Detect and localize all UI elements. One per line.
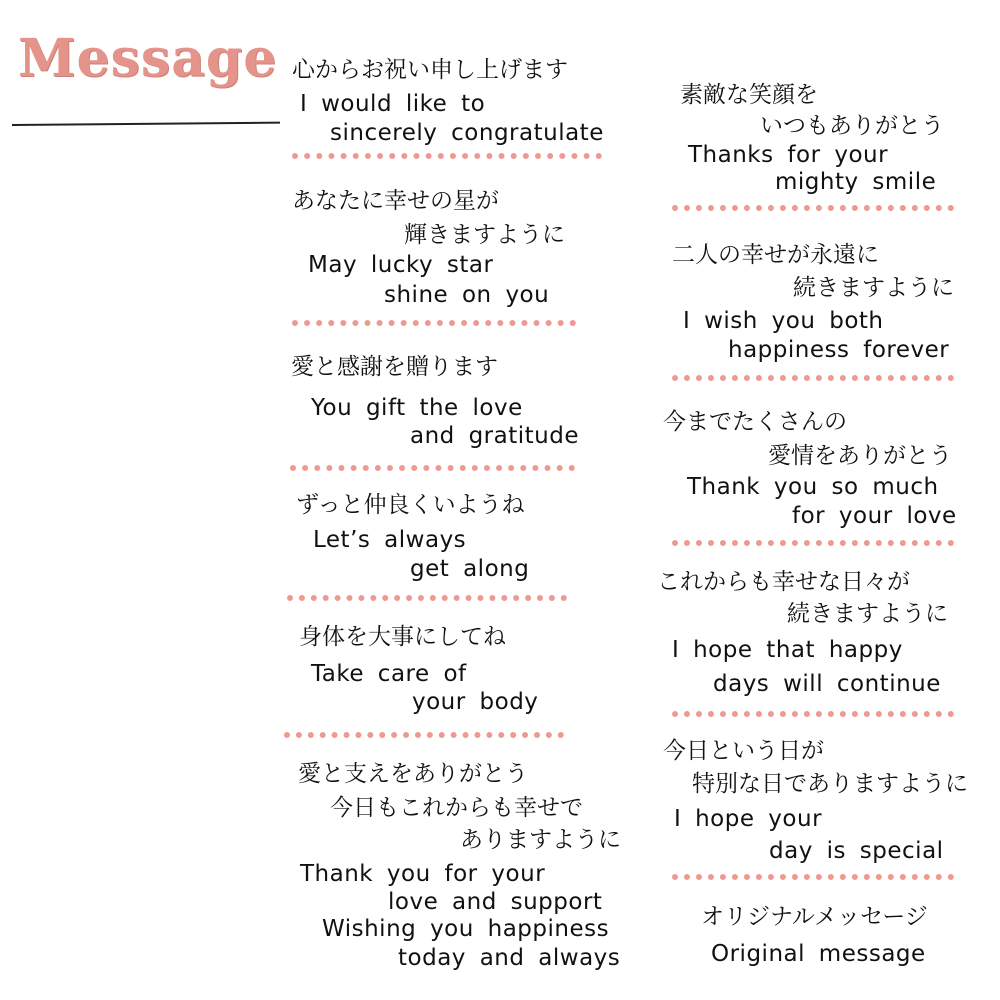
page-title: Message xyxy=(18,28,278,89)
jp-line: 今までたくさんの xyxy=(663,409,847,435)
en-line: Thanks for your xyxy=(688,142,889,168)
jp-line: 今日という日が xyxy=(663,738,824,764)
dotted-divider xyxy=(672,205,954,211)
dotted-divider xyxy=(672,711,954,717)
en-line: get along xyxy=(410,556,530,582)
en-line: days will continue xyxy=(713,671,941,697)
en-line: sincerely congratulate xyxy=(330,120,604,146)
en-line: Original message xyxy=(711,941,926,967)
en-line: I hope that happy xyxy=(672,637,903,663)
jp-line: いつもありがとう xyxy=(760,113,944,139)
en-line: I wish you both xyxy=(683,308,884,334)
en-line: shine on you xyxy=(384,282,550,308)
en-line: I hope your xyxy=(674,806,823,832)
jp-line: これからも幸せな日々が xyxy=(657,569,910,595)
en-line: Let’s always xyxy=(313,527,467,553)
en-line: your body xyxy=(412,689,539,715)
jp-line: 特別な日でありますように xyxy=(692,771,968,797)
jp-line: 愛と感謝を贈ります xyxy=(291,354,498,380)
dotted-divider xyxy=(672,540,954,546)
en-line: Thank you so much xyxy=(687,474,939,500)
dotted-divider xyxy=(292,153,602,159)
en-line: Thank you for your xyxy=(300,861,546,887)
jp-line: ずっと仲良くいようね xyxy=(296,492,525,518)
dotted-divider xyxy=(290,465,575,471)
jp-line: 身体を大事にしてね xyxy=(299,624,506,650)
jp-line: 続きますように xyxy=(793,275,954,301)
jp-line: あなたに幸せの星が xyxy=(292,188,499,214)
en-line: for your love xyxy=(792,503,957,529)
jp-line: 素敵な笑顔を xyxy=(680,82,818,108)
jp-line: 二人の幸せが永遠に xyxy=(672,242,879,268)
en-line: Take care of xyxy=(311,661,467,687)
jp-line: 愛と支えをありがとう xyxy=(298,761,528,787)
jp-line: 今日もこれからも幸せで xyxy=(330,795,583,821)
dotted-divider xyxy=(287,595,567,601)
dotted-divider xyxy=(292,320,576,326)
jp-line: オリジナルメッセージ xyxy=(701,904,928,930)
en-line: today and always xyxy=(398,945,621,971)
title-underline xyxy=(12,122,280,126)
dotted-divider xyxy=(284,732,564,738)
en-line: and gratitude xyxy=(410,423,579,449)
en-line: mighty smile xyxy=(775,169,937,195)
dotted-divider xyxy=(672,874,954,880)
en-line: Wishing you happiness xyxy=(322,916,610,942)
jp-line: 輝きますように xyxy=(404,222,565,248)
en-line: May lucky star xyxy=(308,252,494,278)
jp-line: 心からお祝い申し上げます xyxy=(292,57,568,83)
en-line: I would like to xyxy=(300,91,486,117)
en-line: day is special xyxy=(769,838,944,864)
jp-line: 愛情をありがとう xyxy=(768,443,952,469)
dotted-divider xyxy=(672,375,954,381)
en-line: You gift the love xyxy=(311,395,523,421)
jp-line: ありますように xyxy=(460,827,621,853)
en-line: love and support xyxy=(388,889,603,915)
en-line: happiness forever xyxy=(728,337,950,363)
jp-line: 続きますように xyxy=(787,601,948,627)
